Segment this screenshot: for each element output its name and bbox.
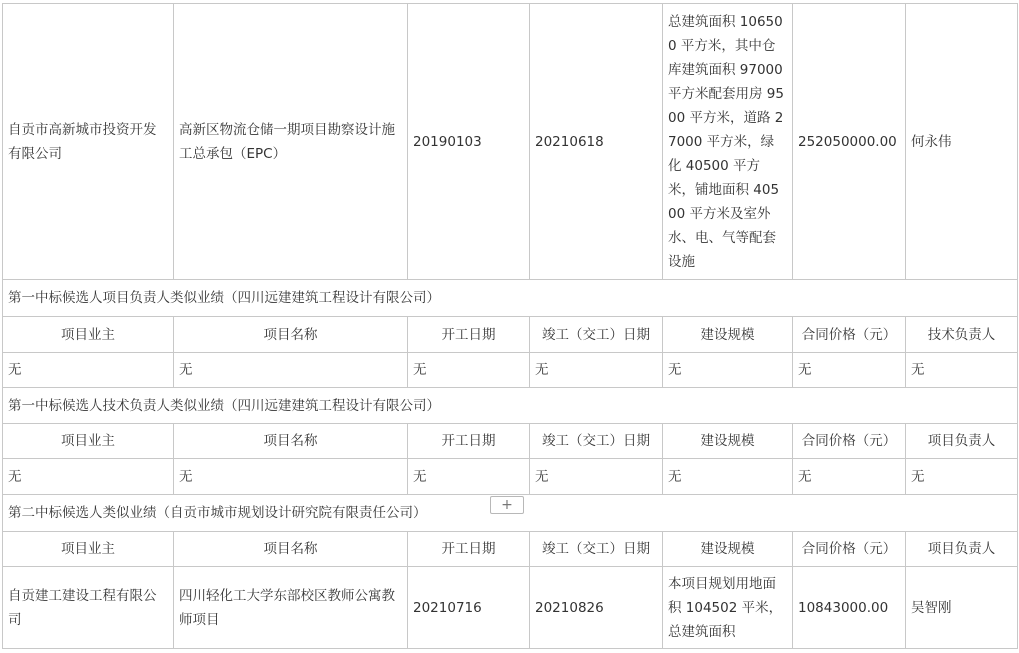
cell-start-date: 20210716: [408, 567, 530, 649]
add-row-button[interactable]: +: [490, 496, 524, 514]
table-cell: 无: [906, 353, 1018, 388]
table-row: [3, 567, 1018, 649]
section-row: [3, 388, 1018, 424]
cell-project: 四川轻化工大学东部校区教师公寓教师项目: [174, 567, 408, 649]
table-row: [3, 459, 1018, 495]
header-cell: 项目名称: [174, 317, 408, 353]
table-cell: 无: [408, 353, 530, 388]
cell-person: 吴智刚: [906, 567, 1018, 649]
performance-table: [2, 3, 1018, 649]
table-cell: 无: [663, 459, 793, 495]
header-cell: 开工日期: [408, 317, 530, 353]
header-row: [3, 532, 1018, 567]
header-cell: 竣工（交工）日期: [530, 424, 663, 459]
table-cell: 无: [3, 353, 174, 388]
header-cell: 竣工（交工）日期: [530, 532, 663, 567]
header-cell: 项目业主: [3, 532, 174, 567]
cell-person: 何永伟: [906, 4, 1018, 280]
header-cell: 建设规模: [663, 317, 793, 353]
table-cell: 无: [3, 459, 174, 495]
header-cell: 合同价格（元）: [793, 424, 906, 459]
cell-owner: 自贡市高新城市投资开发有限公司: [3, 4, 174, 280]
cell-end-date: 20210618: [530, 4, 663, 280]
section-title: 第一中标候选人技术负责人类似业绩（四川远建建筑工程设计有限公司）: [3, 388, 1018, 424]
table-cell: 无: [793, 459, 906, 495]
section-title: 第一中标候选人项目负责人类似业绩（四川远建建筑工程设计有限公司）: [3, 280, 1018, 317]
table-cell: 无: [663, 353, 793, 388]
header-cell: 开工日期: [408, 532, 530, 567]
header-cell: 建设规模: [663, 424, 793, 459]
header-cell: 项目名称: [174, 424, 408, 459]
table-row: [3, 353, 1018, 388]
header-cell: 项目负责人: [906, 424, 1018, 459]
cell-owner: 自贡建工建设工程有限公司: [3, 567, 174, 649]
table-cell: 无: [530, 353, 663, 388]
table-cell: 无: [174, 459, 408, 495]
header-cell: 项目名称: [174, 532, 408, 567]
cell-price: 252050000.00: [793, 4, 906, 280]
table-cell: 无: [530, 459, 663, 495]
table-cell: 无: [408, 459, 530, 495]
header-row: [3, 424, 1018, 459]
header-cell: 开工日期: [408, 424, 530, 459]
table-cell: 无: [906, 459, 1018, 495]
header-cell: 项目负责人: [906, 532, 1018, 567]
header-cell: 竣工（交工）日期: [530, 317, 663, 353]
cell-scale: 本项目规划用地面积 104502 平米，总建筑面积: [663, 567, 793, 649]
table-cell: 无: [793, 353, 906, 388]
cell-price: 10843000.00: [793, 567, 906, 649]
header-row: [3, 317, 1018, 353]
header-cell: 建设规模: [663, 532, 793, 567]
section-title: 第二中标候选人类似业绩（自贡市城市规划设计研究院有限责任公司）: [3, 495, 1018, 532]
table-row: [3, 4, 1018, 280]
section-row: [3, 280, 1018, 317]
header-cell: 合同价格（元）: [793, 317, 906, 353]
cell-end-date: 20210826: [530, 567, 663, 649]
header-cell: 技术负责人: [906, 317, 1018, 353]
header-cell: 合同价格（元）: [793, 532, 906, 567]
cell-scale: 总建筑面积 106500 平方米，其中仓库建筑面积 97000 平方米配套用房 9500 平方米，道路 27000 平方米，绿化 40500 平方米，铺地面积 40500 平方米及室外水、电、气等配套设施: [663, 4, 793, 280]
header-cell: 项目业主: [3, 317, 174, 353]
cell-project: 高新区物流仓储一期项目勘察设计施工总承包（EPC）: [174, 4, 408, 280]
cell-start-date: 20190103: [408, 4, 530, 280]
table-cell: 无: [174, 353, 408, 388]
header-cell: 项目业主: [3, 424, 174, 459]
